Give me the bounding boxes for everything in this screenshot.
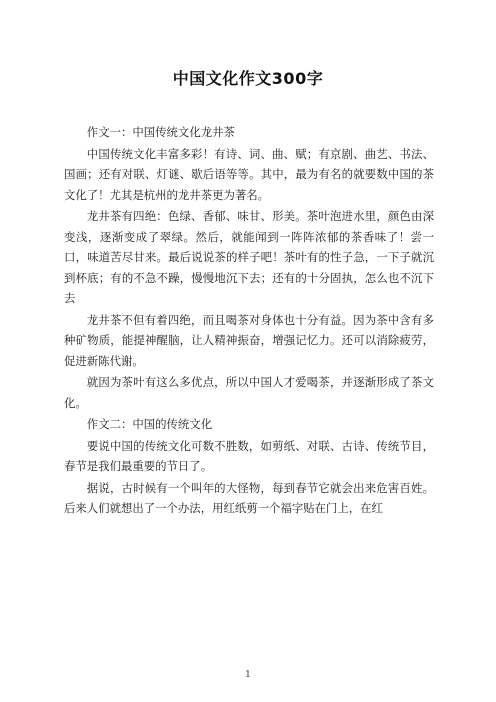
- paragraph: 要说中国的传统文化可数不胜数，如剪纸、对联、古诗、传统节目，春节是我们最重要的节日了。: [64, 438, 434, 473]
- document-title: 中国文化作文300字: [172, 69, 324, 88]
- paragraph-essay-one-heading: 作文一：中国传统文化龙井茶: [86, 125, 235, 139]
- paragraph: 据说，古时候有一个叫年的大怪物，每到春节它就会出来危害百姓。后来人们就想出了一个办法，用红纸剪一个福字贴在门上，在红: [64, 480, 434, 515]
- paragraph: 中国传统文化丰富多彩！有诗、词、曲、赋；有京剧、曲艺、书法、国画；还有对联、灯谜、歇后语等等。其中，最为有名的就要数中国的茶文化了！尤其是杭州的龙井茶更为著名。: [64, 146, 434, 202]
- page-number: 1: [245, 670, 251, 680]
- paragraph-essay-two-heading: 作文二：中国的传统文化: [86, 417, 213, 431]
- paragraph: 就因为茶叶有这么多优点，所以中国人才爱喝茶，并逐渐形成了茶文化。: [64, 375, 434, 410]
- paragraph: 龙井茶不但有着四绝，而且喝茶对身体也十分有益。因为茶中含有多种矿物质，能提神醒脑，让人精神振奋，增强记忆力。还可以消除疲劳，促进新陈代谢。: [64, 312, 434, 368]
- document-body: [64, 122, 434, 520]
- paragraph: 龙井茶有四绝：色绿、香郁、味甘、形美。茶叶泡进水里，颜色由深变浅，逐渐变成了翠绿。然后，就能闻到一阵阵浓郁的茶香味了！尝一口，味道苦尽甘来。最后说说茶的样子吧！茶叶有的性子急，一下子就沉到杯底；有的不急不躁，慢慢地沉下去；还有的十分固执，怎么也不沉下去: [64, 209, 434, 305]
